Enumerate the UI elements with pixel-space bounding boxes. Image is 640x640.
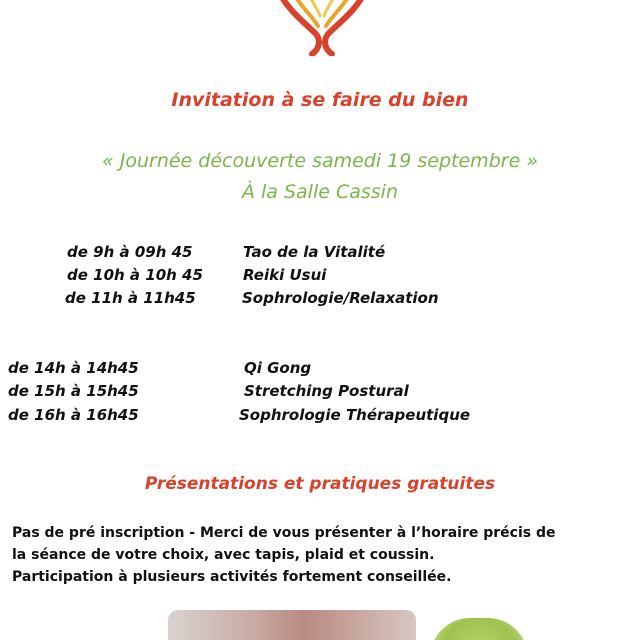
schedule-time: de 11h à 11h45 [65, 289, 196, 307]
schedule-activity: Sophrologie Thérapeutique [239, 406, 471, 424]
schedule-activity: Tao de la Vitalité [243, 243, 386, 261]
logo-icon [272, 0, 372, 56]
hands-photo [168, 610, 416, 640]
green-photo [430, 618, 528, 640]
notes-line: la séance de votre choix, avec tapis, plaid et coussin. [12, 547, 435, 563]
event-venue-line: À la Salle Cassin [241, 181, 399, 203]
free-presentations-heading: Présentations et pratiques gratuites [144, 474, 496, 494]
schedule-time: de 14h à 14h45 [8, 359, 139, 377]
schedule-time: de 9h à 09h 45 [67, 243, 193, 261]
schedule-activity: Qi Gong [244, 359, 312, 377]
attendance-notes [12, 522, 638, 588]
schedule-activity: Reiki Usui [243, 266, 327, 284]
notes-line: Pas de pré inscription - Merci de vous présenter à l’horaire précis de [12, 525, 556, 541]
schedule-activity: Sophrologie/Relaxation [242, 289, 439, 307]
schedule-activity: Stretching Postural [244, 382, 409, 400]
schedule-time: de 10h à 10h 45 [67, 266, 203, 284]
event-date-line: « Journée découverte samedi 19 septembre » [101, 150, 539, 172]
schedule-time: de 16h à 16h45 [8, 406, 139, 424]
notes-line: Participation à plusieurs activités fortement conseillée. [12, 569, 452, 585]
invitation-title: Invitation à se faire du bien [171, 89, 469, 111]
schedule-time: de 15h à 15h45 [8, 382, 139, 400]
